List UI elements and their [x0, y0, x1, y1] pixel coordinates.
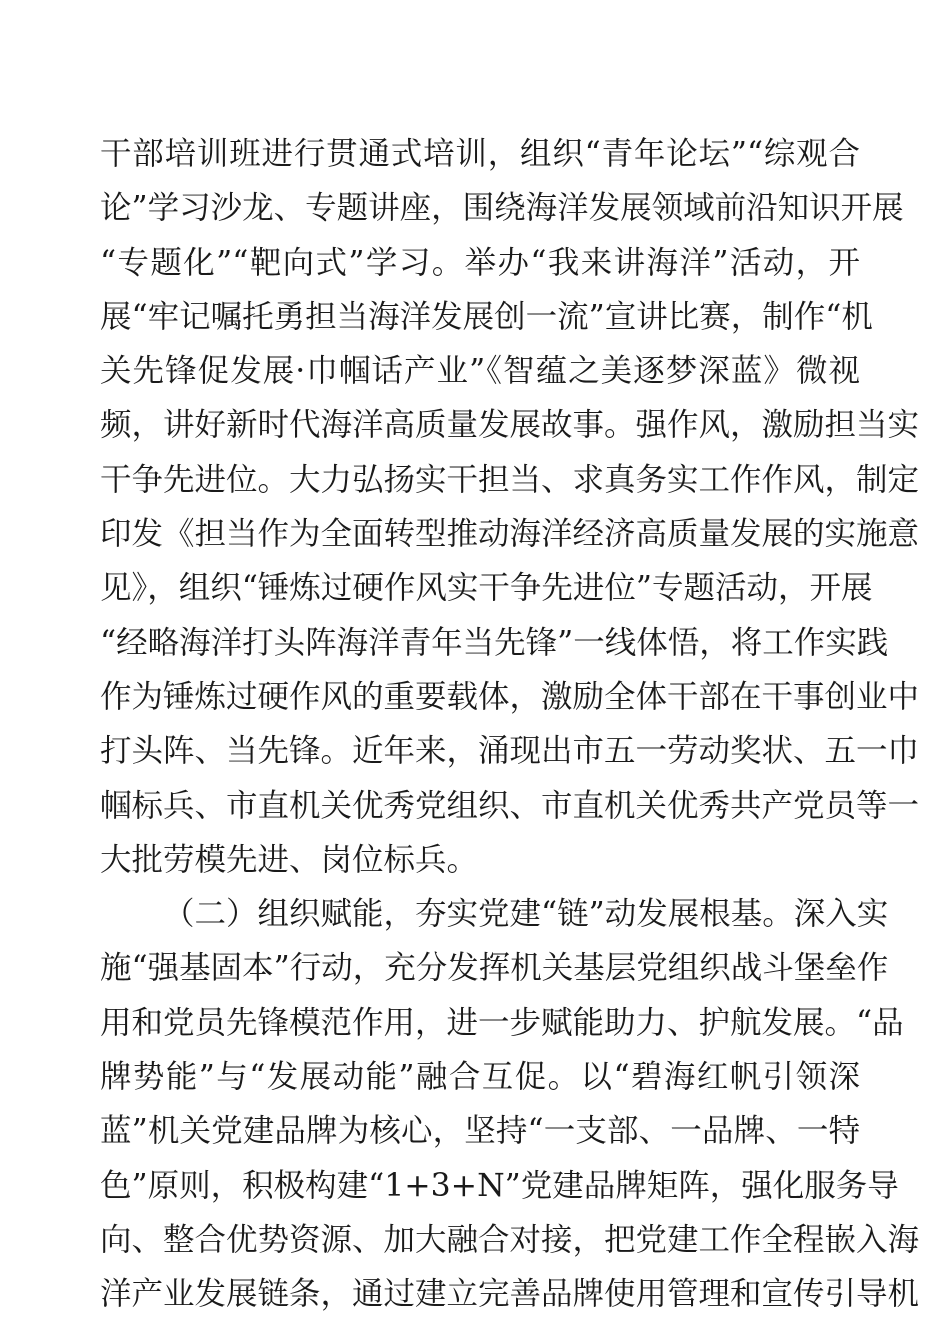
text-line: 色”原则，积极构建“1+3+N”党建品牌矩阵，强化服务导 [100, 1167, 899, 1204]
text-line: 展“牢记嘱托勇担当海洋发展创一流”宣讲比赛，制作“机 [100, 298, 873, 335]
text-line: 用和党员先锋模范作用，进一步赋能助力、护航发展。“品 [100, 1004, 904, 1041]
body-text [100, 127, 920, 1322]
text-line: 洋产业发展链条，通过建立完善品牌使用管理和宣传引导机 [100, 1276, 920, 1313]
section-heading-line: （二）组织赋能，夯实党建“链”动发展根基。深入实 [163, 896, 889, 933]
text-line: 作为锤炼过硬作风的重要载体，激励全体干部在干事创业中 [100, 678, 920, 715]
text-line: 印发《担当作为全面转型推动海洋经济高质量发展的实施意 [100, 516, 920, 553]
text-line: 见》，组织“锤炼过硬作风实干争先进位”专题活动，开展 [100, 570, 873, 607]
text-line: 频，讲好新时代海洋高质量发展故事。强作风，激励担当实 [100, 407, 920, 444]
text-line: 帼标兵、市直机关优秀党组织、市直机关优秀共产党员等一 [100, 787, 920, 824]
text-line: 牌势能”与“发展动能”融合互促。以“碧海红帆引领深 [100, 1059, 860, 1096]
text-line: 论”学习沙龙、专题讲座，围绕海洋发展领域前沿知识开展 [100, 190, 904, 227]
text-line: 蓝”机关党建品牌为核心，坚持“一支部、一品牌、一特 [100, 1113, 860, 1150]
text-line: “专题化”“靶向式”学习。举办“我来讲海洋”活动，开 [100, 244, 860, 281]
text-line: “经略海洋打头阵海洋青年当先锋”一线体悟，将工作实践 [100, 624, 889, 661]
text-line: 干争先进位。大力弘扬实干担当、求真务实工作作风，制定 [100, 461, 920, 498]
text-line: 向、整合优势资源、加大融合对接，把党建工作全程嵌入海 [100, 1221, 920, 1258]
text-line: 打头阵、当先锋。近年来，涌现出市五一劳动奖状、五一巾 [100, 733, 920, 770]
text-line: 干部培训班进行贯通式培训，组织“青年论坛”“综观合 [100, 136, 860, 172]
paragraph-end-line: 大批劳模先进、岗位标兵。 [100, 841, 479, 878]
text-line: 关先锋促发展·巾帼话产业”《智蕴之美逐梦深蓝》微视 [100, 353, 860, 390]
text-line: 施“强基固本”行动，充分发挥机关基层党组织战斗堡垒作 [100, 950, 889, 987]
